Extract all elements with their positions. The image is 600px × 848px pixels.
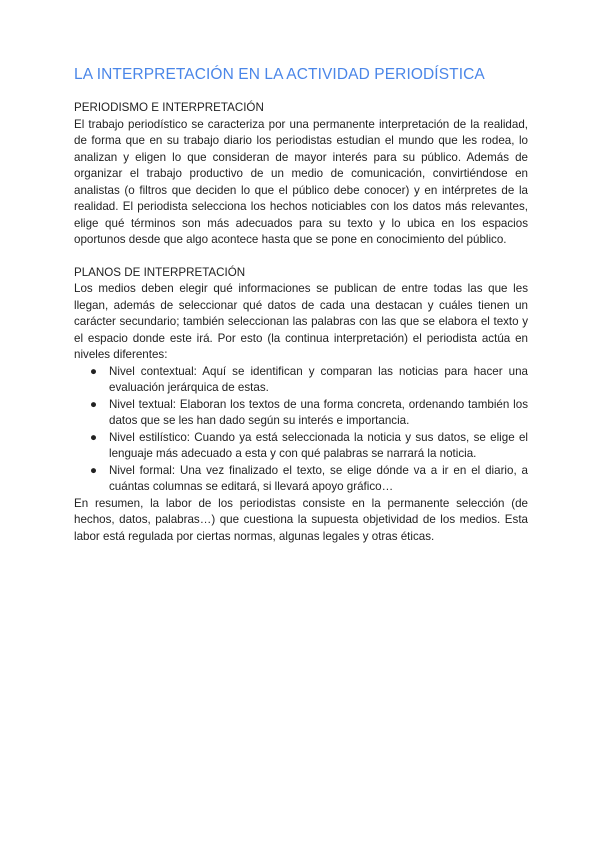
section-heading: PERIODISMO E INTERPRETACIÓN <box>74 101 264 114</box>
bullet-icon: ● <box>90 397 98 411</box>
list-item <box>74 364 528 397</box>
levels-list <box>74 364 528 496</box>
list-item-text: Nivel estilístico: Cuando ya está seleccionada la noticia y sus datos, se elige el lenguaje más adecuado a esta y con qué palabras se narrará la noticia. <box>109 430 528 460</box>
section-heading: PLANOS DE INTERPRETACIÓN <box>74 265 246 279</box>
bullet-icon: ● <box>90 430 98 444</box>
document-title: LA INTERPRETACIÓN EN LA ACTIVIDAD PERIODÍSTICA <box>74 66 485 83</box>
body-paragraph: El trabajo periodístico se caracteriza por una permanente interpretación de la realidad, de forma que en su trabajo diario los periodistas estudian el mundo que les rodea, lo analizan y eligen lo que consideran de mayor interés para su público. Además de organizar el trabajo productivo de un medio de comunicación, convirtiéndose en analistas (o filtros que deciden lo que el público debe conocer) y en intérpretes de la realidad. El periodista selecciona los hechos noticiables con los datos más relevantes, elige qué términos son más adecuados para su texto y lo ubica en los espacios oportunos desde que algo acontece hasta que se pone en conocimiento del público. <box>74 117 528 246</box>
conclusion-paragraph: En resumen, la labor de los periodistas consiste en la permanente selección (de hechos, datos, palabras…) que cuestiona la supuesta objetividad de los medios. Esta labor está regulada por ciertas normas, algunas legales y otras éticas. <box>74 496 528 543</box>
bullet-icon: ● <box>90 463 98 477</box>
list-item-text: Nivel contextual: Aquí se identifican y comparan las noticias para hacer una evaluación jerárquica de estas. <box>109 364 528 394</box>
section-planos <box>74 265 528 546</box>
list-item-text: Nivel textual: Elaboran los textos de una forma concreta, ordenando también los datos que se les han dado según su interés e importancia. <box>109 397 528 427</box>
list-item <box>74 463 528 496</box>
section-periodismo <box>74 100 528 249</box>
document-page <box>74 66 528 545</box>
section-spacer <box>74 249 528 265</box>
intro-paragraph: Los medios deben elegir qué informaciones se publican de entre todas las que les llegan, además de seleccionar qué datos de cada una destacan y cuáles tienen un carácter secundario; también seleccionan las palabras con las que se elabora el texto y el espacio donde este irá. Por esto (la continua interpretación) el periodista actúa en niveles diferentes: <box>74 282 528 361</box>
bullet-icon: ● <box>90 364 98 378</box>
list-item <box>74 430 528 463</box>
list-item <box>74 397 528 430</box>
list-item-text: Nivel formal: Una vez finalizado el texto, se elige dónde va a ir en el diario, a cuántas columnas se editará, si llevará apoyo gráfico… <box>109 463 528 493</box>
